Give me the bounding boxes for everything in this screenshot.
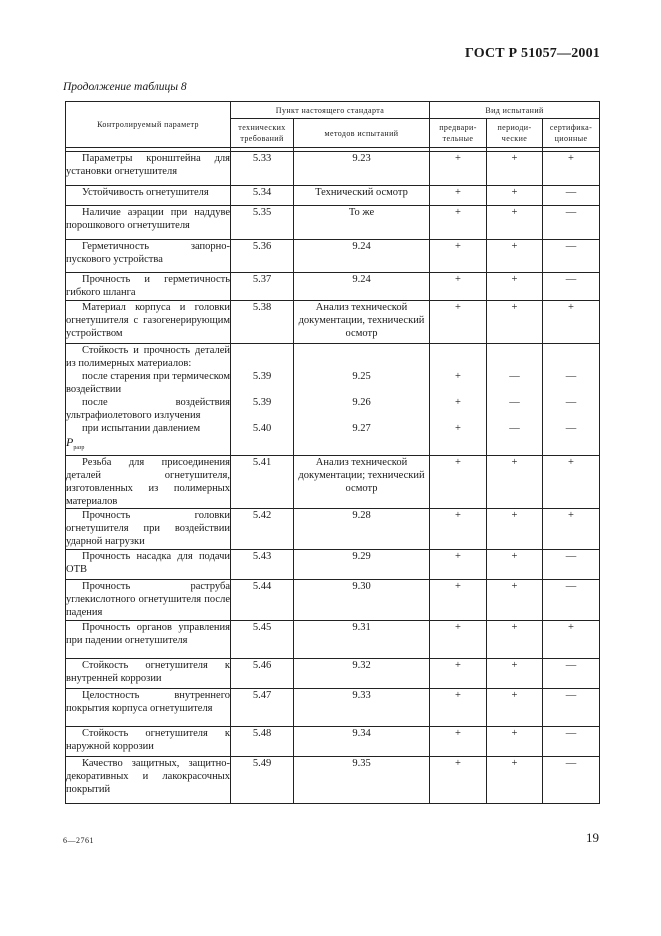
parameter-text: Стойкость огнетушителя к наружной коррозии <box>66 728 230 752</box>
table-row <box>66 580 600 621</box>
sub-parameter-text: после воздействия ультрафиолетового излучения <box>66 397 230 421</box>
parameter-cell <box>66 727 231 757</box>
col-clause-methods: методов испытаний <box>294 119 430 148</box>
clause-req-cell <box>231 152 294 186</box>
clause-method-cell <box>294 206 430 240</box>
clause-req-cell <box>231 550 294 580</box>
mark-periodic: + <box>511 690 518 701</box>
mark-cert: — <box>565 690 577 701</box>
clause-req-cell <box>231 757 294 804</box>
clause-method: 9.31 <box>352 622 371 633</box>
mark-cert: — <box>565 758 577 769</box>
parameter-text: Резьба для присоединения деталей огнетушителя, изготовленных из полимерных материалов <box>66 457 230 507</box>
parameter-cell <box>66 621 231 659</box>
mark-cert: + <box>568 457 574 468</box>
periodic-cell <box>487 344 543 456</box>
mark-prelim: + <box>455 397 461 408</box>
clause-method: Анализ технической документации; технический осмотр <box>298 457 425 494</box>
mark-cert: — <box>565 371 577 382</box>
clause-method: 9.28 <box>352 510 371 521</box>
col-test-prelim: предвари-тельные <box>430 119 487 148</box>
cert-cell <box>543 186 600 206</box>
col-test-cert: сертифика-ционные <box>543 119 600 148</box>
clause-method-cell <box>294 509 430 550</box>
cert-cell <box>543 550 600 580</box>
mark-cert: — <box>565 187 577 198</box>
mark-periodic: + <box>511 728 518 739</box>
mark-cert: — <box>565 581 577 592</box>
cert-cell <box>543 509 600 550</box>
clause-req: 5.41 <box>252 457 272 468</box>
cert-cell <box>543 727 600 757</box>
periodic-cell <box>487 550 543 580</box>
parameter-text: Устойчивость огнетушителя <box>82 187 209 198</box>
clause-method-cell <box>294 273 430 301</box>
parameter-cell <box>66 456 231 509</box>
clause-method-cell <box>294 550 430 580</box>
clause-req: 5.39 <box>252 397 272 408</box>
clause-method: 9.33 <box>352 690 371 701</box>
parameter-text: Материал корпуса и головки огнетушителя с газогенерирующим устройством <box>66 302 230 339</box>
prelim-cell <box>430 689 487 727</box>
clause-req: 5.49 <box>252 758 272 769</box>
mark-cert: — <box>565 274 577 285</box>
prelim-cell <box>430 550 487 580</box>
cert-cell <box>543 301 600 344</box>
mark-cert: — <box>565 551 577 562</box>
clause-method-cell <box>294 727 430 757</box>
clause-method-cell <box>294 659 430 689</box>
mark-cert: — <box>565 241 577 252</box>
pressure-symbol <box>66 436 230 455</box>
clause-req-cell <box>231 727 294 757</box>
cert-cell <box>543 757 600 804</box>
mark-periodic: — <box>509 371 520 382</box>
parameter-text: Прочность насадка для подачи ОТВ <box>66 551 230 575</box>
clause-req-cell <box>231 206 294 240</box>
mark-prelim: + <box>455 457 461 468</box>
clause-req: 5.48 <box>252 728 272 739</box>
parameter-text: Наличие аэрации при наддуве порошкового огнетушителя <box>66 207 230 231</box>
table-caption: Продолжение таблицы 8 <box>63 81 187 93</box>
mark-prelim: + <box>455 241 461 252</box>
prelim-cell <box>430 344 487 456</box>
periodic-cell <box>487 152 543 186</box>
parameter-text: Целостность внутреннего покрытия корпуса огнетушителя <box>66 690 230 714</box>
periodic-cell <box>487 580 543 621</box>
sub-parameter-text: при испытании давлением <box>82 423 201 434</box>
clause-req: 5.46 <box>252 660 272 671</box>
clause-req: 5.33 <box>252 153 272 164</box>
mark-periodic: + <box>511 207 518 218</box>
mark-periodic: + <box>511 660 518 671</box>
clause-method: Технический осмотр <box>315 187 408 198</box>
cert-cell <box>543 621 600 659</box>
clause-req-cell <box>231 689 294 727</box>
table-row <box>66 689 600 727</box>
prelim-cell <box>430 580 487 621</box>
clause-method: 9.23 <box>352 153 371 164</box>
periodic-cell <box>487 727 543 757</box>
table-row <box>66 456 600 509</box>
clause-req-cell <box>231 344 294 456</box>
table-row <box>66 240 600 273</box>
mark-prelim: + <box>455 207 461 218</box>
cert-cell <box>543 689 600 727</box>
clause-method-cell <box>294 689 430 727</box>
clause-method-cell <box>294 757 430 804</box>
mark-periodic: + <box>511 622 518 633</box>
clause-req: 5.43 <box>252 551 272 562</box>
mark-periodic: + <box>511 274 518 285</box>
prelim-cell <box>430 727 487 757</box>
sub-parameter-text: после старения при термическом воздействии <box>66 371 230 395</box>
periodic-cell <box>487 301 543 344</box>
cert-cell <box>543 152 600 186</box>
prelim-cell <box>430 456 487 509</box>
parameter-cell <box>66 301 231 344</box>
clause-req-cell <box>231 509 294 550</box>
mark-cert: + <box>568 153 574 164</box>
print-code: 6—2761 <box>63 836 94 845</box>
periodic-cell <box>487 186 543 206</box>
clause-method: То же <box>348 207 375 218</box>
table-row <box>66 509 600 550</box>
mark-prelim: + <box>455 758 461 769</box>
clause-req-cell <box>231 580 294 621</box>
periodic-cell <box>487 659 543 689</box>
clause-req: 5.37 <box>252 274 272 285</box>
clause-method-cell <box>294 152 430 186</box>
parameter-cell <box>66 206 231 240</box>
mark-prelim: + <box>455 551 461 562</box>
periodic-cell <box>487 240 543 273</box>
mark-prelim: + <box>455 187 461 198</box>
parameter-cell <box>66 509 231 550</box>
mark-prelim: + <box>455 581 461 592</box>
clause-method: Анализ технической документации, технический осмотр <box>298 302 425 339</box>
clause-method: 9.26 <box>352 397 371 408</box>
symbol-p: P <box>66 435 74 449</box>
table-row <box>66 301 600 344</box>
periodic-cell <box>487 757 543 804</box>
periodic-cell <box>487 509 543 550</box>
table-row <box>66 273 600 301</box>
parameter-cell <box>66 186 231 206</box>
clause-req-cell <box>231 186 294 206</box>
prelim-cell <box>430 659 487 689</box>
page-number: 19 <box>586 830 599 845</box>
parameter-cell <box>66 580 231 621</box>
cert-cell <box>543 344 600 456</box>
clause-req: 5.44 <box>252 581 272 592</box>
table-row <box>66 550 600 580</box>
cert-cell <box>543 659 600 689</box>
prelim-cell <box>430 621 487 659</box>
table-row <box>66 621 600 659</box>
clause-req: 5.35 <box>252 207 272 218</box>
mark-prelim: + <box>455 622 461 633</box>
clause-req: 5.39 <box>252 371 272 382</box>
mark-periodic: — <box>509 423 520 434</box>
mark-prelim: + <box>455 728 461 739</box>
clause-req-cell <box>231 659 294 689</box>
clause-req-cell <box>231 273 294 301</box>
clause-req-cell <box>231 621 294 659</box>
parameter-text: Стойкость и прочность деталей из полимерных материалов: <box>66 345 230 369</box>
table-row <box>66 757 600 804</box>
clause-method-cell <box>294 580 430 621</box>
cert-cell <box>543 273 600 301</box>
mark-periodic: — <box>509 397 520 408</box>
cert-cell <box>543 580 600 621</box>
requirements-table <box>65 101 600 804</box>
mark-cert: — <box>565 423 577 434</box>
parameter-text: Параметры кронштейна для установки огнетушителя <box>66 153 230 177</box>
standard-title: ГОСТ Р 51057—2001 <box>464 46 600 61</box>
table-row <box>66 344 600 456</box>
clause-req-cell <box>231 240 294 273</box>
clause-req-cell <box>231 456 294 509</box>
clause-method: 9.24 <box>352 274 371 285</box>
periodic-cell <box>487 689 543 727</box>
clause-method: 9.35 <box>352 758 371 769</box>
clause-req: 5.47 <box>252 690 272 701</box>
mark-cert: + <box>568 510 574 521</box>
clause-req-cell <box>231 301 294 344</box>
cert-cell <box>543 240 600 273</box>
mark-cert: + <box>568 302 574 313</box>
mark-cert: — <box>565 728 577 739</box>
clause-method-cell <box>294 240 430 273</box>
mark-periodic: + <box>511 581 518 592</box>
clause-method: 9.32 <box>352 660 371 671</box>
parameter-text: Стойкость огнетушителя к внутренней коррозии <box>66 660 230 684</box>
clause-method: 9.29 <box>352 551 371 562</box>
clause-method: 9.34 <box>352 728 371 739</box>
mark-prelim: + <box>455 302 461 313</box>
col-parameter: Контролируемый параметр <box>66 102 231 148</box>
parameter-cell <box>66 550 231 580</box>
mark-periodic: + <box>511 241 518 252</box>
parameter-cell <box>66 344 231 456</box>
parameter-text: Прочность раструба углекислотного огнетушителя после падения <box>66 581 230 618</box>
parameter-text: Прочность и герметичность гибкого шланга <box>66 274 230 298</box>
mark-prelim: + <box>455 371 461 382</box>
col-test-periodic: периоди-ческие <box>487 119 543 148</box>
col-test-group: Вид испытаний <box>430 102 600 119</box>
parameter-text: Качество защитных, защитно-декоративных и лакокрасочных покрытий <box>66 758 230 795</box>
mark-prelim: + <box>455 153 461 164</box>
mark-periodic: + <box>511 551 518 562</box>
parameter-cell <box>66 152 231 186</box>
mark-periodic: + <box>511 302 518 313</box>
clause-method-cell <box>294 186 430 206</box>
mark-periodic: + <box>511 153 518 164</box>
table-row <box>66 659 600 689</box>
prelim-cell <box>430 206 487 240</box>
clause-req: 5.34 <box>252 187 272 198</box>
mark-periodic: + <box>511 187 518 198</box>
parameter-cell <box>66 240 231 273</box>
col-clause-req: технических требований <box>231 119 294 148</box>
mark-cert: — <box>565 397 577 408</box>
clause-method-cell <box>294 344 430 456</box>
mark-prelim: + <box>455 660 461 671</box>
clause-req: 5.42 <box>252 510 272 521</box>
mark-cert: + <box>568 622 574 633</box>
table-row <box>66 727 600 757</box>
prelim-cell <box>430 240 487 273</box>
parameter-text: Прочность органов управления при падении огнетушителя <box>66 622 230 646</box>
mark-prelim: + <box>455 510 461 521</box>
clause-method-cell <box>294 456 430 509</box>
clause-method: 9.27 <box>352 423 371 434</box>
periodic-cell <box>487 621 543 659</box>
cert-cell <box>543 456 600 509</box>
table-row <box>66 206 600 240</box>
prelim-cell <box>430 152 487 186</box>
table-row <box>66 152 600 186</box>
mark-prelim: + <box>455 690 461 701</box>
clause-req: 5.40 <box>252 423 272 434</box>
periodic-cell <box>487 206 543 240</box>
table-row <box>66 186 600 206</box>
mark-periodic: + <box>511 457 518 468</box>
parameter-cell <box>66 659 231 689</box>
mark-periodic: + <box>511 510 518 521</box>
col-clause-group: Пункт настоящего стандарта <box>231 102 430 119</box>
clause-req: 5.45 <box>252 622 272 633</box>
parameter-cell <box>66 273 231 301</box>
mark-periodic: + <box>511 758 518 769</box>
prelim-cell <box>430 186 487 206</box>
clause-method: 9.25 <box>352 371 371 382</box>
mark-prelim: + <box>455 274 461 285</box>
clause-method-cell <box>294 301 430 344</box>
periodic-cell <box>487 273 543 301</box>
clause-req: 5.36 <box>252 241 272 252</box>
periodic-cell <box>487 456 543 509</box>
parameter-cell <box>66 689 231 727</box>
prelim-cell <box>430 273 487 301</box>
mark-prelim: + <box>455 423 461 434</box>
symbol-sub: разр <box>73 445 85 451</box>
mark-cert: — <box>565 660 577 671</box>
cert-cell <box>543 206 600 240</box>
clause-req: 5.38 <box>252 302 272 313</box>
clause-method-cell <box>294 621 430 659</box>
prelim-cell <box>430 301 487 344</box>
parameter-text: Прочность головки огнетушителя при воздействии ударной нагрузки <box>66 510 230 547</box>
clause-method: 9.30 <box>352 581 371 592</box>
parameter-text: Герметичность запорно-пускового устройства <box>66 241 230 265</box>
clause-method: 9.24 <box>352 241 371 252</box>
prelim-cell <box>430 757 487 804</box>
prelim-cell <box>430 509 487 550</box>
mark-cert: — <box>565 207 577 218</box>
parameter-cell <box>66 757 231 804</box>
